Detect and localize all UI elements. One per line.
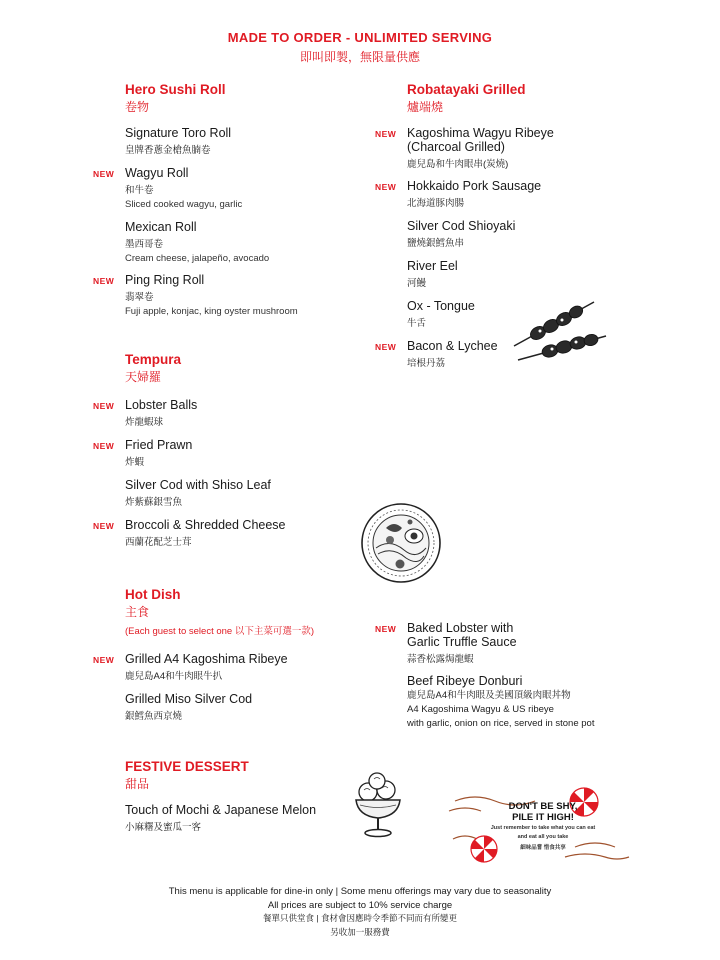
footer-line-2: All prices are subject to 10% service charge	[267, 899, 453, 911]
robata-section-title: Robatayaki Grilled	[407, 82, 526, 97]
item-name-zh: 小麻糬及蜜瓜一客	[125, 822, 202, 833]
menu-item	[125, 166, 365, 210]
new-badge: NEW	[93, 276, 115, 286]
menu-item	[125, 478, 365, 508]
new-badge: NEW	[93, 401, 115, 411]
item-name-line2: (Charcoal Grilled)	[407, 140, 505, 154]
item-name-zh: 河鰻	[407, 278, 427, 289]
item-name-zh: 北海道豚肉腸	[407, 198, 465, 209]
item-description: Cream cheese, jalapeño, avocado	[125, 253, 270, 264]
menu-item	[407, 179, 647, 209]
new-badge: NEW	[93, 655, 115, 665]
item-name-zh: 西蘭花配芝士茸	[125, 537, 192, 548]
item-name: Bacon & Lychee	[407, 339, 498, 353]
menu-header	[0, 30, 720, 65]
item-description: Fuji apple, konjac, king oyster mushroom	[125, 306, 298, 317]
dessert-section-title-zh: 甜品	[125, 777, 150, 791]
promo-line-4: and eat all you take	[517, 834, 569, 840]
new-badge: NEW	[375, 624, 397, 634]
item-name-zh: 炸紫蘇銀雪魚	[125, 497, 183, 508]
menu-subtitle: 即叫即製，無限量供應	[299, 50, 420, 64]
dessert-section-title: FESTIVE DESSERT	[125, 759, 249, 774]
item-name: Silver Cod Shioyaki	[407, 219, 516, 233]
item-name: Baked Lobster with	[407, 621, 514, 635]
item-name-zh: 皇牌香蔥金槍魚腩卷	[125, 145, 211, 156]
menu-item	[125, 692, 365, 722]
new-badge: NEW	[375, 129, 397, 139]
footer-line-4: 另收加一服務費	[330, 926, 390, 937]
item-name-zh: 銀鱈魚西京燒	[125, 711, 183, 722]
item-name: Ox - Tongue	[407, 299, 475, 313]
footer-line-1: This menu is applicable for dine-in only | Some menu offerings may vary due to seasonality	[168, 886, 552, 897]
menu-item	[407, 259, 647, 289]
item-name: Broccoli & Shredded Cheese	[125, 518, 286, 532]
menu-item	[125, 803, 385, 833]
hotdish-section-title: Hot Dish	[125, 587, 181, 602]
item-name: Kagoshima Wagyu Ribeye	[407, 126, 554, 140]
item-name: Hokkaido Pork Sausage	[407, 179, 542, 193]
item-name: Grilled A4 Kagoshima Ribeye	[125, 652, 288, 666]
item-name-zh: 炸龍蝦球	[125, 417, 164, 428]
item-name: Grilled Miso Silver Cod	[125, 692, 253, 706]
item-description: Sliced cooked wagyu, garlic	[125, 199, 243, 210]
item-description: A4 Kagoshima Wagyu & US ribeye	[407, 704, 554, 715]
item-name: Fried Prawn	[125, 438, 193, 452]
new-badge: NEW	[93, 521, 115, 531]
menu-item	[407, 674, 667, 730]
item-name-zh: 鹽燒銀鱈魚串	[407, 238, 465, 249]
item-name: Signature Toro Roll	[125, 126, 232, 140]
hotdish-selection-note: (Each guest to select one 以下主菜可選一款)	[125, 626, 315, 637]
skewers-icon	[510, 296, 610, 366]
promo-line-3: Just remember to take what you can eat	[490, 825, 596, 831]
tempura-section-title-zh: 天婦羅	[125, 370, 162, 384]
item-name-zh: 鹿兒島和牛肉眼串(炭燒)	[407, 159, 509, 170]
promo-line-5: 細味品嘗 惜食共享	[520, 845, 566, 851]
menu-title: MADE TO ORDER - UNLIMITED SERVING	[227, 30, 493, 45]
menu-item	[125, 652, 365, 682]
tempura-section-title: Tempura	[125, 352, 182, 367]
new-badge: NEW	[93, 441, 115, 451]
item-name: Wagyu Roll	[125, 166, 189, 180]
menu-item	[125, 126, 365, 156]
robata-section-title-zh: 爐端燒	[407, 100, 444, 114]
item-name-zh: 鹿兒島A4和牛肉眼牛扒	[125, 671, 223, 682]
menu-item	[407, 126, 647, 170]
menu-item	[125, 398, 365, 428]
item-name-zh: 翡翠卷	[125, 292, 154, 303]
hero-section-title-zh: 卷物	[125, 100, 150, 114]
menu-item	[125, 518, 365, 548]
menu-item	[125, 220, 365, 264]
new-badge: NEW	[375, 182, 397, 192]
item-name-zh: 牛舌	[407, 318, 427, 329]
item-name: Lobster Balls	[125, 398, 198, 412]
hero-section-title: Hero Sushi Roll	[125, 82, 226, 97]
menu-item	[407, 621, 647, 665]
item-name: Silver Cod with Shiso Leaf	[125, 478, 271, 492]
menu-footer	[0, 885, 720, 939]
bowl-illustration	[360, 502, 442, 584]
item-name-zh: 墨西哥卷	[125, 239, 164, 250]
hotdish-section-title-zh: 主食	[125, 605, 150, 619]
footer-line-3: 餐單只供堂食 | 食材會因應時令季節不同而有所變更	[263, 913, 457, 923]
promo-text	[473, 801, 613, 851]
menu-item	[125, 273, 365, 317]
item-name-zh: 培根丹荔	[407, 358, 446, 369]
menu-item	[407, 219, 647, 249]
promo-line-1: DON'T BE SHY,	[508, 801, 578, 812]
item-name: Touch of Mochi & Japanese Melon	[125, 803, 317, 817]
item-name: River Eel	[407, 259, 458, 273]
item-name: Mexican Roll	[125, 220, 197, 234]
item-description-line2: with garlic, onion on rice, served in stone pot	[407, 718, 595, 729]
item-name-zh: 和牛卷	[125, 185, 154, 196]
item-name-zh: 炸蝦	[125, 457, 145, 468]
new-badge: NEW	[375, 342, 397, 352]
item-name: Beef Ribeye Donburi	[407, 674, 523, 688]
new-badge: NEW	[93, 169, 115, 179]
item-name-line2: Garlic Truffle Sauce	[407, 635, 517, 649]
ice-cream-sundae-icon	[352, 770, 404, 840]
item-name-zh: 鹿兒島A4和牛肉眼及美國頂級肉眼丼物	[407, 690, 571, 701]
promo-line-2: PILE IT HIGH!	[512, 812, 574, 823]
promo-badge	[445, 785, 635, 865]
item-name: Ping Ring Roll	[125, 273, 205, 287]
item-name-zh: 蒜香松露焗龍蝦	[407, 654, 474, 665]
menu-item	[125, 438, 365, 468]
